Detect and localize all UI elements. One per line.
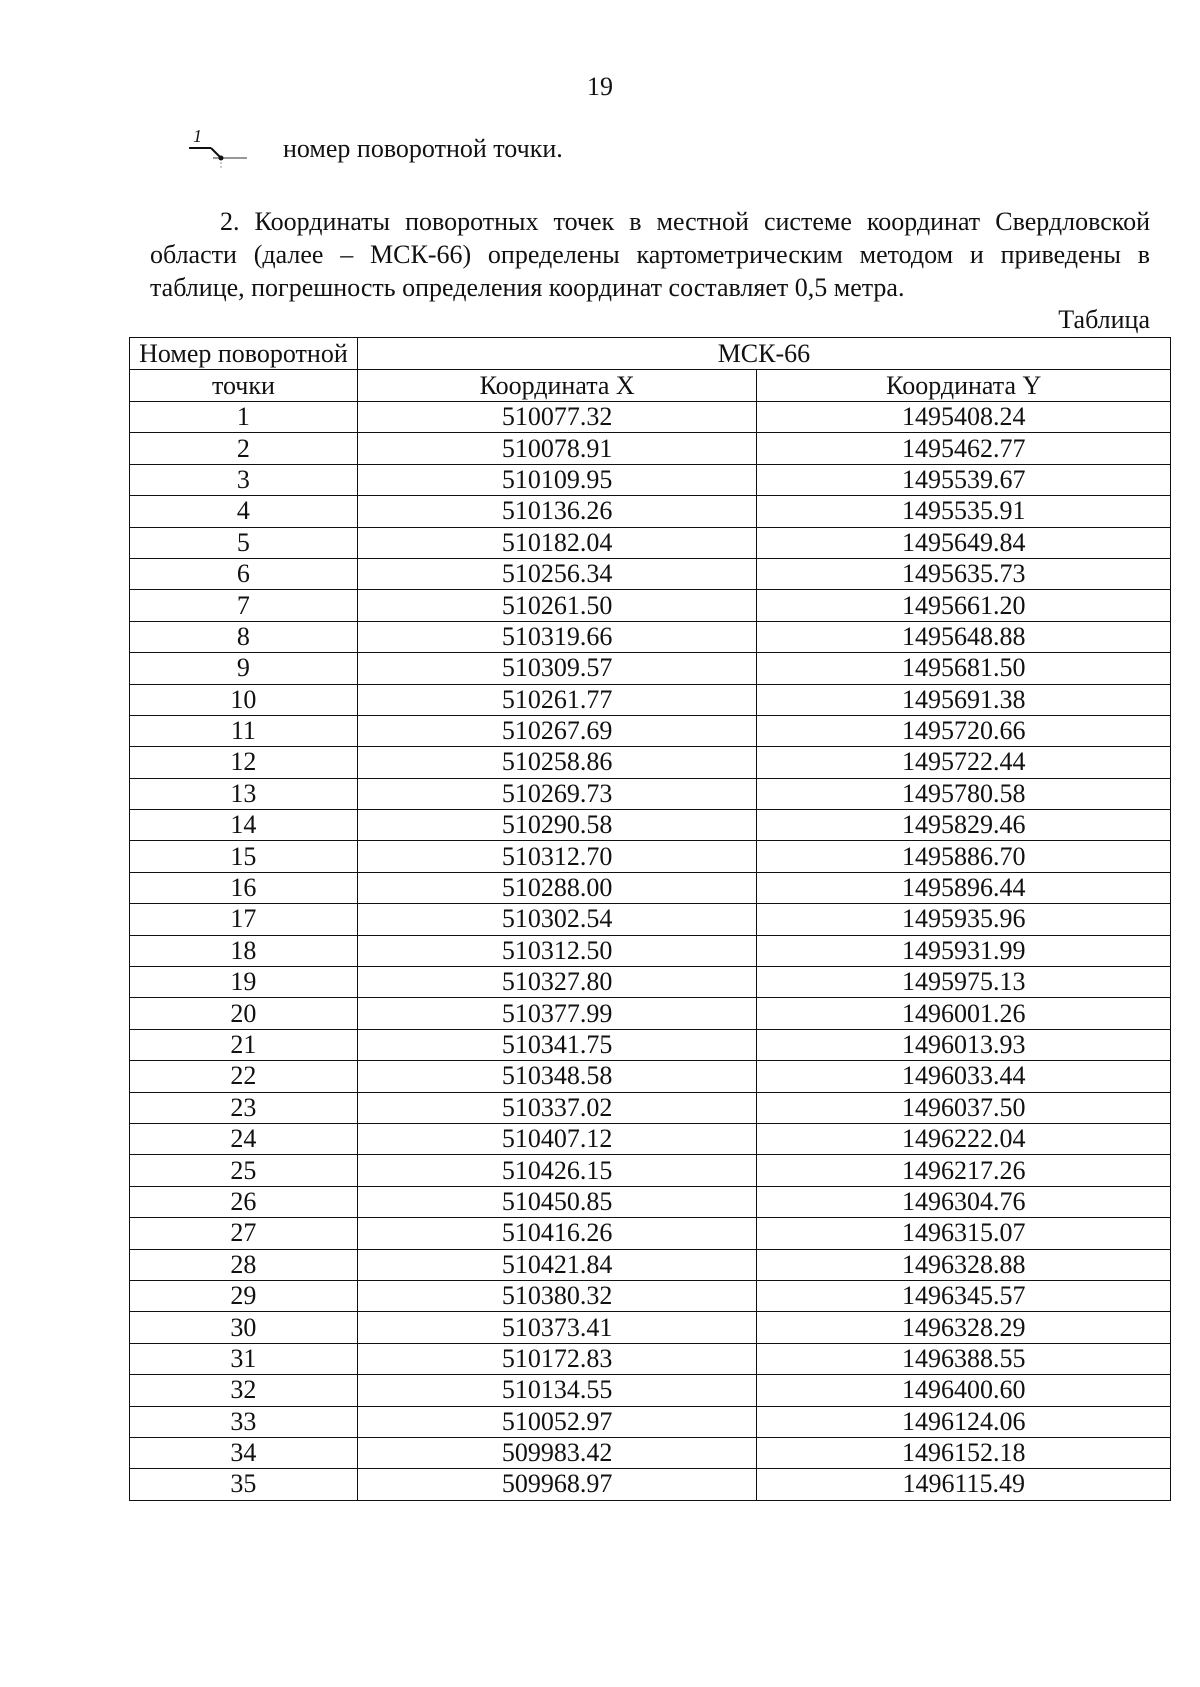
coordinate-y-cell: 1496037.50 [757, 1092, 1171, 1123]
coordinate-x-cell: 510261.77 [357, 684, 757, 715]
coordinate-y-cell: 1496013.93 [757, 1029, 1171, 1060]
coordinate-y-cell: 1495896.44 [757, 872, 1171, 903]
coordinate-x-cell: 510134.55 [357, 1375, 757, 1406]
table-row [130, 1092, 1171, 1123]
point-number-cell: 31 [130, 1343, 358, 1374]
point-number-cell: 22 [130, 1061, 358, 1092]
table-body [130, 402, 1171, 1501]
coordinate-y-cell: 1495935.96 [757, 904, 1171, 935]
coordinate-x-cell: 510182.04 [357, 527, 757, 558]
table-row [130, 841, 1171, 872]
coordinate-y-cell: 1495931.99 [757, 935, 1171, 966]
point-number-cell: 17 [130, 904, 358, 935]
point-number-cell: 5 [130, 527, 358, 558]
table-row [130, 1406, 1171, 1437]
coordinate-x-cell: 510341.75 [357, 1029, 757, 1060]
coordinate-x-cell: 510312.70 [357, 841, 757, 872]
coordinate-y-cell: 1496345.57 [757, 1280, 1171, 1311]
table-row [130, 558, 1171, 589]
coordinate-x-cell: 510078.91 [357, 433, 757, 464]
table-row [130, 872, 1171, 903]
coordinate-y-cell: 1496304.76 [757, 1186, 1171, 1217]
coordinate-y-cell: 1495975.13 [757, 967, 1171, 998]
coordinate-x-cell: 509983.42 [357, 1437, 757, 1468]
coordinate-y-cell: 1495539.67 [757, 464, 1171, 495]
coordinate-y-cell: 1495408.24 [757, 402, 1171, 433]
table-row [130, 998, 1171, 1029]
table-row [130, 1218, 1171, 1249]
coordinate-y-cell: 1496400.60 [757, 1375, 1171, 1406]
coordinate-x-cell: 510290.58 [357, 810, 757, 841]
point-number-cell: 15 [130, 841, 358, 872]
coordinate-x-cell: 509968.97 [357, 1469, 757, 1500]
point-number-cell: 19 [130, 967, 358, 998]
coordinate-x-cell: 510077.32 [357, 402, 757, 433]
coordinate-y-cell: 1495462.77 [757, 433, 1171, 464]
point-number-cell: 24 [130, 1123, 358, 1154]
table-row [130, 1155, 1171, 1186]
coordinate-y-cell: 1495720.66 [757, 715, 1171, 746]
coordinate-y-cell: 1495648.88 [757, 621, 1171, 652]
table-row [130, 904, 1171, 935]
point-number-cell: 34 [130, 1437, 358, 1468]
coordinate-y-cell: 1495691.38 [757, 684, 1171, 715]
table-row [130, 810, 1171, 841]
point-number-cell: 12 [130, 747, 358, 778]
table-row [130, 1437, 1171, 1468]
coordinate-x-cell: 510426.15 [357, 1155, 757, 1186]
coordinate-y-cell: 1496217.26 [757, 1155, 1171, 1186]
table-row [130, 464, 1171, 495]
coordinate-x-cell: 510450.85 [357, 1186, 757, 1217]
table-row [130, 621, 1171, 652]
point-number-cell: 2 [130, 433, 358, 464]
point-number-cell: 20 [130, 998, 358, 1029]
point-number-cell: 29 [130, 1280, 358, 1311]
table-row [130, 590, 1171, 621]
legend [185, 124, 563, 174]
header-point-bottom: точки [130, 370, 358, 402]
coordinate-y-cell: 1496115.49 [757, 1469, 1171, 1500]
coordinate-y-cell: 1495635.73 [757, 558, 1171, 589]
point-number-cell: 3 [130, 464, 358, 495]
coordinate-x-cell: 510407.12 [357, 1123, 757, 1154]
coordinate-y-cell: 1495661.20 [757, 590, 1171, 621]
coordinate-y-cell: 1496001.26 [757, 998, 1171, 1029]
table-row [130, 653, 1171, 684]
point-number-cell: 10 [130, 684, 358, 715]
coordinate-x-cell: 510337.02 [357, 1092, 757, 1123]
table-row [130, 1343, 1171, 1374]
table-row [130, 1186, 1171, 1217]
point-number-cell: 4 [130, 496, 358, 527]
header-point-top: Номер поворотной [130, 338, 358, 370]
coordinate-x-cell: 510052.97 [357, 1406, 757, 1437]
point-number-cell: 28 [130, 1249, 358, 1280]
table-row [130, 1249, 1171, 1280]
coordinate-x-cell: 510302.54 [357, 904, 757, 935]
table-row [130, 1469, 1171, 1500]
table-row [130, 1029, 1171, 1060]
point-number-cell: 18 [130, 935, 358, 966]
coordinate-x-cell: 510380.32 [357, 1280, 757, 1311]
table-caption: Таблица [1058, 305, 1150, 334]
coordinate-x-cell: 510312.50 [357, 935, 757, 966]
point-number-cell: 8 [130, 621, 358, 652]
coordinate-x-cell: 510172.83 [357, 1343, 757, 1374]
point-number-cell: 16 [130, 872, 358, 903]
table-row [130, 433, 1171, 464]
coordinate-y-cell: 1495681.50 [757, 653, 1171, 684]
coordinate-x-cell: 510267.69 [357, 715, 757, 746]
table-row [130, 967, 1171, 998]
table-row [130, 778, 1171, 809]
point-number-cell: 9 [130, 653, 358, 684]
header-y: Координата Y [757, 370, 1171, 402]
coordinate-x-cell: 510288.00 [357, 872, 757, 903]
table-row [130, 1123, 1171, 1154]
coordinate-y-cell: 1495886.70 [757, 841, 1171, 872]
coordinate-x-cell: 510373.41 [357, 1312, 757, 1343]
point-number-cell: 13 [130, 778, 358, 809]
coordinate-x-cell: 510256.34 [357, 558, 757, 589]
table-row [130, 1375, 1171, 1406]
turning-point-symbol-icon [185, 124, 255, 174]
table-row [130, 1280, 1171, 1311]
coordinate-y-cell: 1495535.91 [757, 496, 1171, 527]
table-row [130, 402, 1171, 433]
coordinate-y-cell: 1496152.18 [757, 1437, 1171, 1468]
coordinate-y-cell: 1495829.46 [757, 810, 1171, 841]
coordinate-x-cell: 510327.80 [357, 967, 757, 998]
table-row [130, 527, 1171, 558]
point-number-cell: 32 [130, 1375, 358, 1406]
table-row [130, 1061, 1171, 1092]
coordinate-y-cell: 1496222.04 [757, 1123, 1171, 1154]
legend-text: номер поворотной точки. [283, 134, 563, 163]
table-row [130, 1312, 1171, 1343]
point-number-cell: 21 [130, 1029, 358, 1060]
point-number-cell: 7 [130, 590, 358, 621]
point-number-cell: 33 [130, 1406, 358, 1437]
header-system: МСК-66 [357, 338, 1170, 370]
table-row [130, 935, 1171, 966]
page-number: 19 [587, 72, 613, 101]
point-number-cell: 23 [130, 1092, 358, 1123]
coordinates-table [129, 337, 1171, 1501]
table-row [130, 715, 1171, 746]
paragraph: 2. Координаты поворотных точек в местной системе координат Свердловской области (далее – МСК-66) определены картометрическим методом и приведены в таблице, погрешность определения координат составляет 0,5 метра. [150, 207, 1150, 302]
coordinate-x-cell: 510269.73 [357, 778, 757, 809]
point-number-cell: 25 [130, 1155, 358, 1186]
coordinate-x-cell: 510258.86 [357, 747, 757, 778]
table-row [130, 747, 1171, 778]
table-row [130, 496, 1171, 527]
point-number-cell: 26 [130, 1186, 358, 1217]
point-number-cell: 27 [130, 1218, 358, 1249]
coordinate-x-cell: 510309.57 [357, 653, 757, 684]
coordinate-y-cell: 1495780.58 [757, 778, 1171, 809]
coordinate-x-cell: 510416.26 [357, 1218, 757, 1249]
coordinate-y-cell: 1495722.44 [757, 747, 1171, 778]
coordinate-y-cell: 1496328.88 [757, 1249, 1171, 1280]
point-number-cell: 30 [130, 1312, 358, 1343]
coordinate-x-cell: 510377.99 [357, 998, 757, 1029]
coordinate-x-cell: 510348.58 [357, 1061, 757, 1092]
header-x: Координата X [357, 370, 757, 402]
table-row [130, 684, 1171, 715]
coordinate-x-cell: 510109.95 [357, 464, 757, 495]
point-number-cell: 14 [130, 810, 358, 841]
coordinate-y-cell: 1496328.29 [757, 1312, 1171, 1343]
coordinate-x-cell: 510136.26 [357, 496, 757, 527]
coordinate-y-cell: 1496033.44 [757, 1061, 1171, 1092]
point-number-cell: 6 [130, 558, 358, 589]
turning-point-symbol-number: 1 [193, 126, 202, 146]
point-number-cell: 11 [130, 715, 358, 746]
coordinate-x-cell: 510421.84 [357, 1249, 757, 1280]
coordinate-y-cell: 1495649.84 [757, 527, 1171, 558]
point-number-cell: 1 [130, 402, 358, 433]
coordinate-y-cell: 1496315.07 [757, 1218, 1171, 1249]
coordinate-y-cell: 1496124.06 [757, 1406, 1171, 1437]
coordinate-y-cell: 1496388.55 [757, 1343, 1171, 1374]
coordinate-x-cell: 510319.66 [357, 621, 757, 652]
point-number-cell: 35 [130, 1469, 358, 1500]
coordinate-x-cell: 510261.50 [357, 590, 757, 621]
